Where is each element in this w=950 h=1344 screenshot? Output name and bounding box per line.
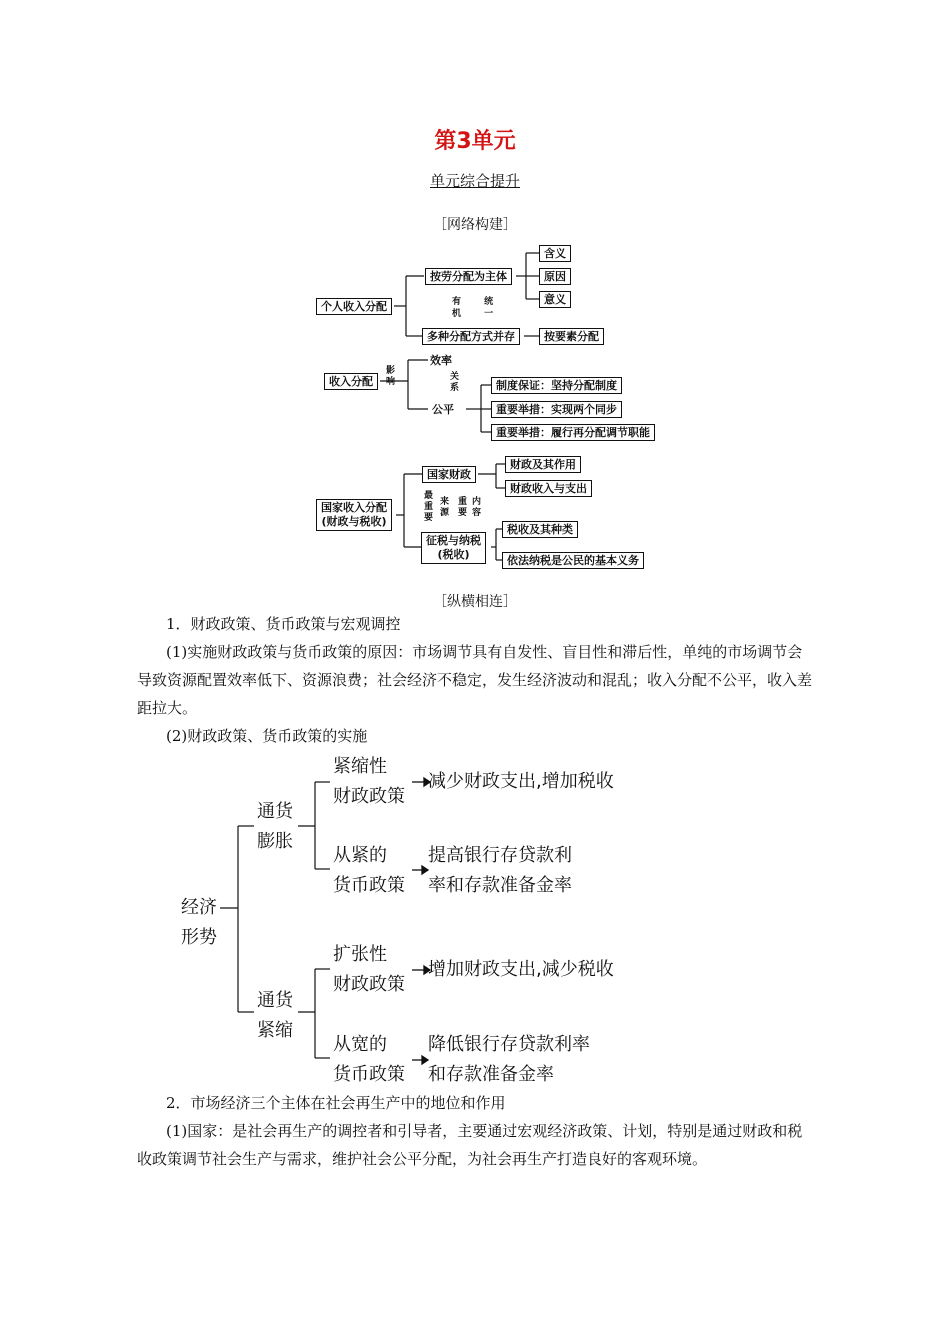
page-subtitle: 单元综合提升 (429, 172, 520, 190)
tree-inflation-line2: 膨胀 (257, 831, 293, 852)
tree-expansionary-fiscal (333, 940, 405, 1000)
paragraph-implementation: (2)财政政策、货币政策的实施 (166, 727, 368, 745)
node-redistribution-function: 重要举措：履行再分配调节职能 (491, 424, 655, 441)
page-title: 第3单元 (434, 129, 516, 154)
tree-deflation-line2: 紧缩 (257, 1020, 293, 1041)
node-personal-income: 个人收入分配 (316, 298, 392, 315)
node-taxation-line1: 征税与纳税 (426, 534, 481, 547)
node-taxation (421, 532, 486, 564)
node-finance-revenue: 财政收入与支出 (505, 480, 592, 497)
label-source: 来源 (440, 497, 450, 518)
tree-tight-monetary (333, 841, 405, 901)
tree-exp-fiscal-line2: 财政政策 (333, 974, 405, 995)
label-unity-top: 有 统 (452, 297, 504, 307)
node-tax-duty: 依法纳税是公民的基本义务 (502, 552, 644, 569)
node-multiple-distribution: 多种分配方式并存 (422, 328, 520, 345)
tree-deflation (257, 986, 293, 1046)
section-links-heading: ［纵横相连］ (433, 594, 517, 610)
tree-tight-monetary-line2: 货币政策 (333, 875, 405, 896)
label-unity-bottom: 机 一 (452, 309, 504, 319)
node-meaning: 含义 (539, 245, 571, 262)
node-state-finance: 国家财政 (422, 466, 476, 483)
tree-economic-situation (181, 893, 217, 953)
tree-tight-fiscal (333, 752, 405, 812)
heading-three-subjects: 2．市场经济三个主体在社会再生产中的地位和作用 (166, 1094, 506, 1112)
paragraph-reasons: (1)实施财政政策与货币政策的原因：市场调节具有自发性、盲目性和滞后性，单纯的市场调节会导致资源配置效率低下、资源浪费；社会经济不稳定，发生经济波动和混乱；收入分配不公平，收入差距拉大。 (137, 643, 813, 717)
tree-tight-monetary-effect-line1: 提高银行存贷款利 (428, 845, 572, 866)
label-content: 内容 (472, 497, 482, 518)
node-reason: 原因 (539, 268, 571, 285)
node-income-distribution: 收入分配 (324, 373, 378, 390)
tree-loose-monetary-effect-line1: 降低银行存贷款利率 (428, 1034, 590, 1055)
node-labor-distribution: 按劳分配为主体 (425, 268, 512, 285)
node-significance: 意义 (539, 291, 571, 308)
node-national-income-line2: (财政与税收) (321, 515, 387, 528)
label-influence: 影响 (386, 366, 396, 387)
node-national-income-line1: 国家收入分配 (321, 501, 387, 514)
tree-tight-monetary-line1: 从紧的 (333, 845, 387, 866)
tree-loose-monetary (333, 1030, 405, 1090)
tree-tight-fiscal-line1: 紧缩性 (333, 756, 387, 777)
tree-loose-monetary-line1: 从宽的 (333, 1034, 387, 1055)
node-factor-distribution: 按要素分配 (539, 328, 604, 345)
tree-inflation (257, 797, 293, 857)
node-tax-types: 税收及其种类 (502, 521, 578, 538)
tree-exp-fiscal-line1: 扩张性 (333, 944, 387, 965)
tree-root-line1: 经济 (181, 897, 217, 918)
label-relation: 关系 (450, 372, 460, 393)
label-important: 重要 (458, 497, 468, 518)
tree-loose-monetary-effect (428, 1030, 590, 1090)
node-finance-role: 财政及其作用 (505, 456, 581, 473)
paragraph-state-role: (1)国家：是社会再生产的调控者和引导者，主要通过宏观经济政策、计划，特别是通过财政和税收政策调节社会生产与需求，维护社会公平分配，为社会再生产打造良好的客观环境。 (137, 1122, 803, 1168)
node-system-guarantee: 制度保证：坚持分配制度 (491, 377, 622, 394)
tree-tight-monetary-effect (428, 841, 572, 901)
heading-fiscal-monetary: 1．财政政策、货币政策与宏观调控 (166, 615, 401, 633)
section-network-heading: ［网络构建］ (433, 217, 517, 233)
tree-tight-fiscal-line2: 财政政策 (333, 786, 405, 807)
tree-loose-monetary-effect-line2: 和存款准备金率 (428, 1064, 554, 1085)
tree-exp-fiscal-effect: 增加财政支出,减少税收 (428, 959, 614, 980)
node-fairness: 公平 (432, 403, 454, 416)
tree-inflation-line1: 通货 (257, 801, 293, 822)
tree-root-line2: 形势 (181, 927, 217, 948)
node-two-synchronizations: 重要举措：实现两个同步 (491, 401, 622, 418)
tree-tight-fiscal-effect: 减少财政支出,增加税收 (428, 771, 614, 792)
tree-tight-monetary-effect-line2: 率和存款准备金率 (428, 875, 572, 896)
node-efficiency: 效率 (430, 354, 452, 367)
label-most-important: 最重要 (424, 491, 434, 523)
tree-loose-monetary-line2: 货币政策 (333, 1064, 405, 1085)
node-national-income (316, 499, 392, 531)
tree-deflation-line1: 通货 (257, 990, 293, 1011)
node-taxation-line2: (税收) (437, 548, 470, 561)
